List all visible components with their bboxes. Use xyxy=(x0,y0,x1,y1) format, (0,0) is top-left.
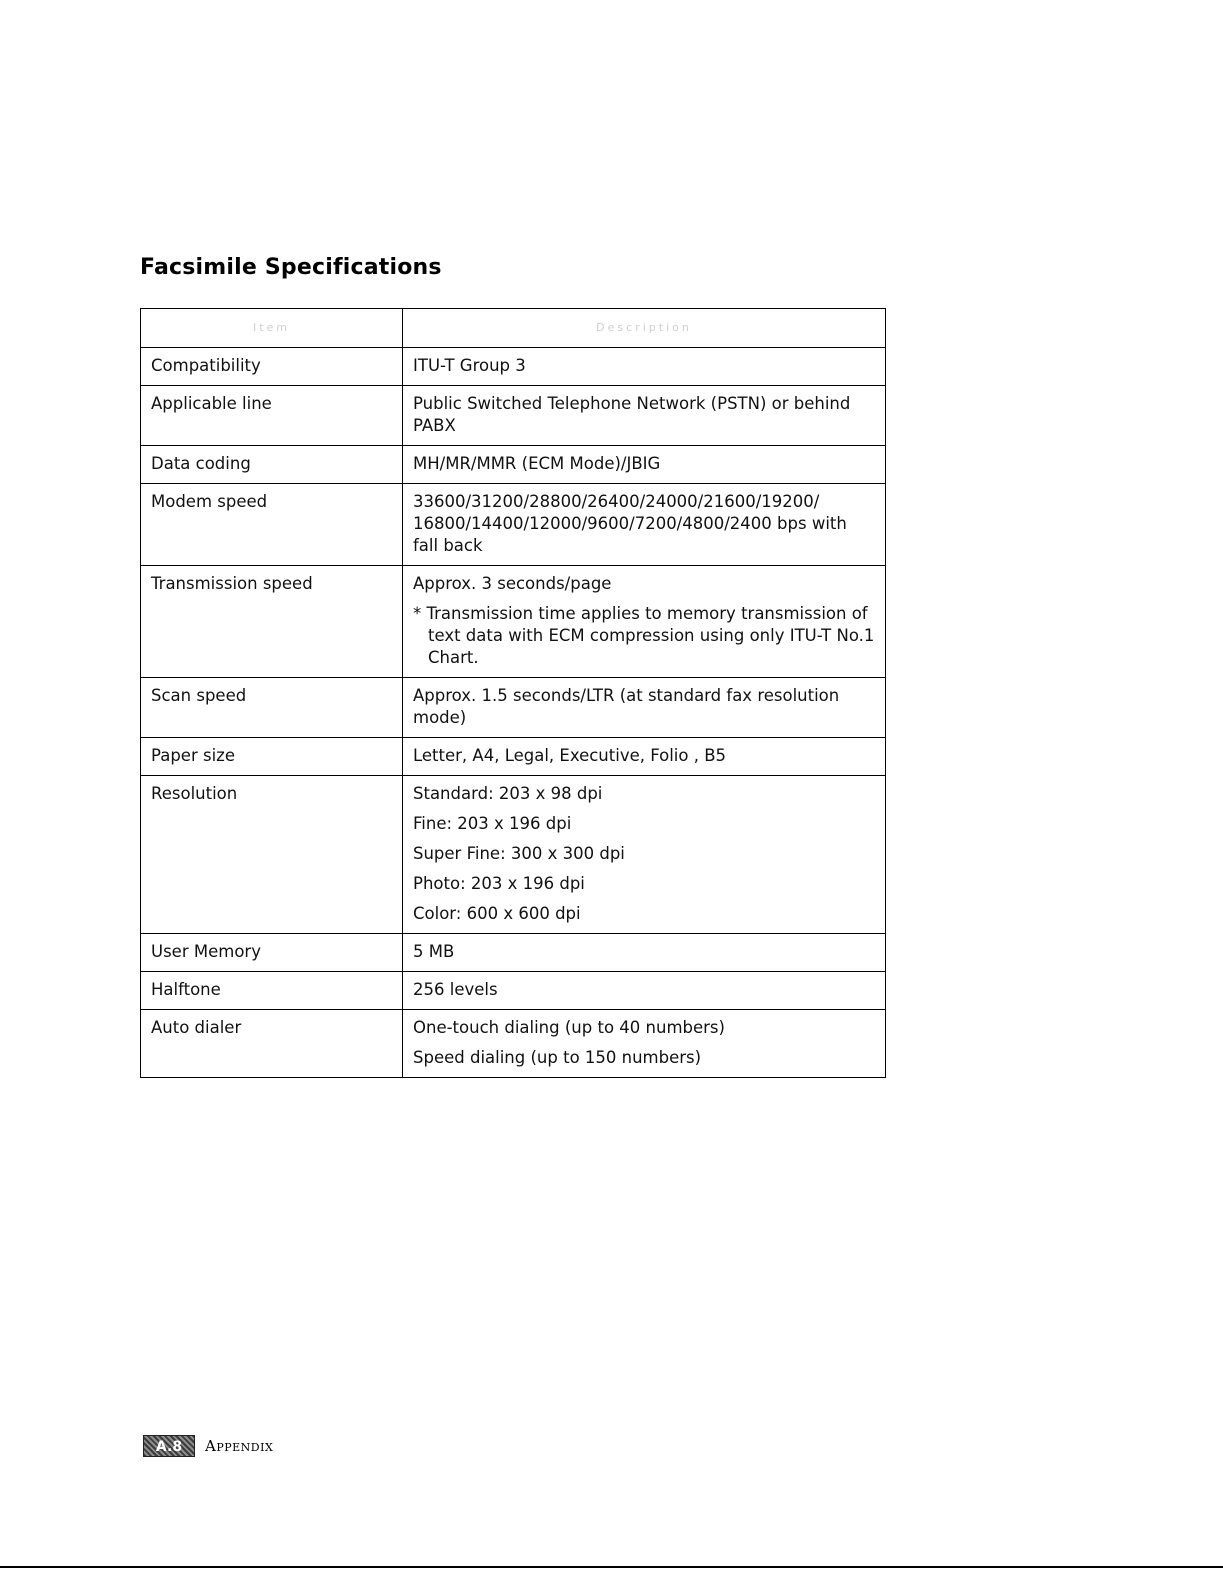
spec-description-line: MH/MR/MMR (ECM Mode)/JBIG xyxy=(413,454,661,473)
spec-description-cell xyxy=(403,934,886,972)
spec-description-line: Approx. 1.5 seconds/LTR (at standard fax resolution mode) xyxy=(413,686,840,727)
table-row xyxy=(141,484,886,566)
table-row xyxy=(141,776,886,934)
page-footer xyxy=(143,1434,273,1458)
header-item: Item xyxy=(141,309,403,348)
spec-item-cell: User Memory xyxy=(141,934,403,972)
table-body xyxy=(141,348,886,1078)
spec-description-line: Standard: 203 x 98 dpi xyxy=(413,784,603,803)
table-row xyxy=(141,566,886,678)
spec-description-line: 33600/31200/28800/26400/24000/21600/19200/ 16800/14400/12000/9600/7200/4800/2400 bps with fall back xyxy=(413,492,847,555)
page-number-badge: A.8 xyxy=(143,1435,195,1457)
spec-footnote: * Transmission time applies to memory transmission of text data with ECM compression using only ITU-T No.1 Chart. xyxy=(413,604,875,667)
spec-item-cell: Transmission speed xyxy=(141,566,403,678)
spec-item-cell: Paper size xyxy=(141,738,403,776)
spec-description-cell xyxy=(403,566,886,678)
spec-description-cell xyxy=(403,348,886,386)
spec-item-cell: Compatibility xyxy=(141,348,403,386)
spec-description-line: Photo: 203 x 196 dpi xyxy=(413,874,585,893)
table-row xyxy=(141,972,886,1010)
spec-item-cell: Scan speed xyxy=(141,678,403,738)
spec-description-cell xyxy=(403,484,886,566)
spec-item-cell: Auto dialer xyxy=(141,1010,403,1078)
bottom-rule xyxy=(0,1566,1223,1568)
spec-description-cell xyxy=(403,972,886,1010)
spec-description-line: 5 MB xyxy=(413,942,455,961)
table-row xyxy=(141,386,886,446)
page-title: Facsimile Specifications xyxy=(140,255,442,280)
spec-description-line: Fine: 203 x 196 dpi xyxy=(413,814,572,833)
facsimile-spec-table xyxy=(140,308,886,1078)
spec-description-line: ITU-T Group 3 xyxy=(413,356,526,375)
spec-description-cell xyxy=(403,738,886,776)
spec-description-line: One-touch dialing (up to 40 numbers) xyxy=(413,1018,725,1037)
spec-description-line: Color: 600 x 600 dpi xyxy=(413,904,581,923)
spec-item-cell: Applicable line xyxy=(141,386,403,446)
table-row xyxy=(141,1010,886,1078)
spec-item-cell: Modem speed xyxy=(141,484,403,566)
table-header-row xyxy=(141,309,886,348)
spec-description-cell xyxy=(403,776,886,934)
spec-item-cell: Halftone xyxy=(141,972,403,1010)
table-row xyxy=(141,738,886,776)
spec-description-line: Speed dialing (up to 150 numbers) xyxy=(413,1048,702,1067)
spec-description-line: Super Fine: 300 x 300 dpi xyxy=(413,844,625,863)
spec-description-cell xyxy=(403,1010,886,1078)
table-row xyxy=(141,348,886,386)
header-description: Description xyxy=(403,309,886,348)
spec-description-line: Public Switched Telephone Network (PSTN) or behind PABX xyxy=(413,394,851,435)
spec-description-cell xyxy=(403,678,886,738)
spec-item-cell: Data coding xyxy=(141,446,403,484)
spec-description-line: Approx. 3 seconds/page xyxy=(413,574,612,593)
footer-section-label: Appendix xyxy=(205,1437,274,1455)
table-row xyxy=(141,934,886,972)
table-row xyxy=(141,446,886,484)
table-row xyxy=(141,678,886,738)
spec-description-cell xyxy=(403,446,886,484)
spec-description-line: 256 levels xyxy=(413,980,498,999)
spec-description-line: Letter, A4, Legal, Executive, Folio , B5 xyxy=(413,746,727,765)
spec-item-cell: Resolution xyxy=(141,776,403,934)
spec-description-cell xyxy=(403,386,886,446)
